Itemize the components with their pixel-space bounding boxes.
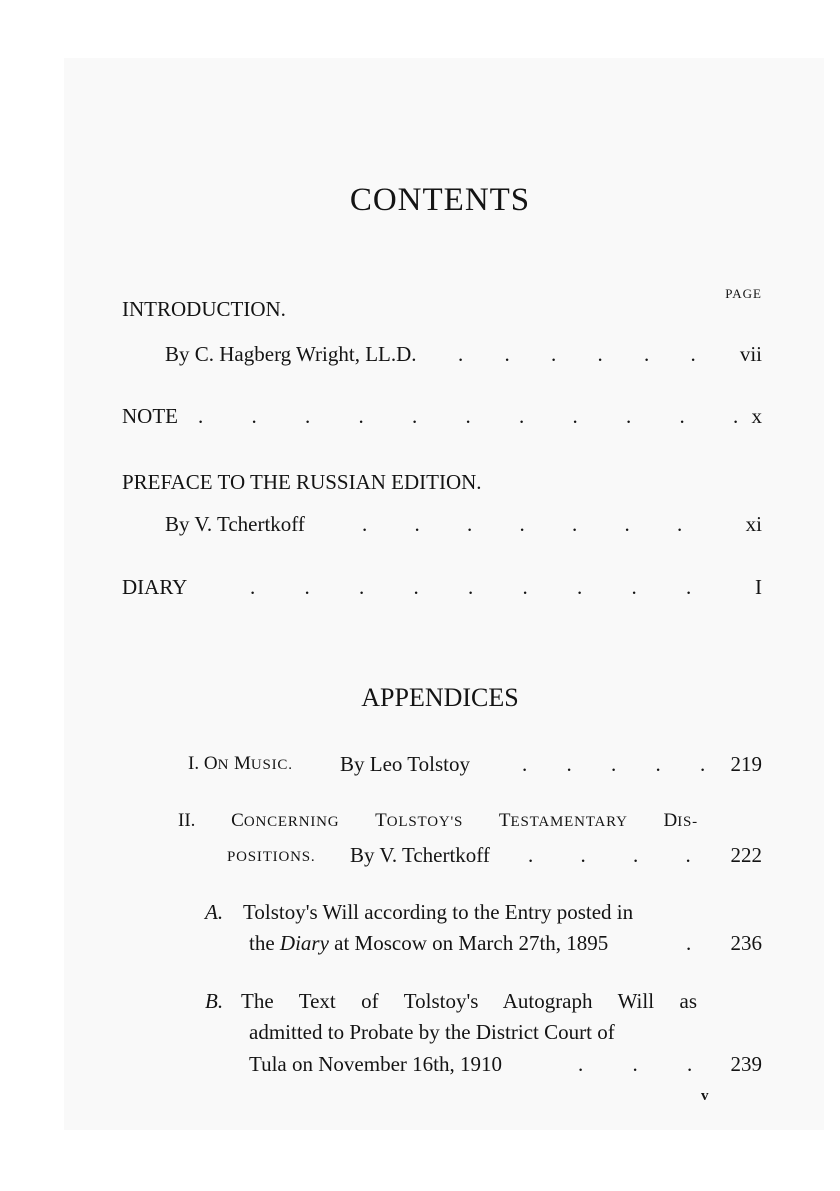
appendix-b-line2: admitted to Probate by the District Court of bbox=[249, 1020, 615, 1044]
dot-leader: . bbox=[686, 931, 692, 955]
appendix-a-line1: Tolstoy's Will according to the Entry posted in bbox=[243, 900, 634, 924]
dot-leader: . . . . . . bbox=[458, 342, 696, 366]
appendix-a-letter: A. bbox=[205, 900, 224, 924]
entry-page-introduction: vii bbox=[739, 342, 762, 366]
entry-page-preface: xi bbox=[745, 512, 762, 536]
appendix-one-author: By Leo Tolstoy bbox=[340, 752, 470, 776]
entry-page-note: x bbox=[751, 404, 762, 428]
appendix-b-letter: B. bbox=[205, 989, 224, 1013]
dot-leader: . . . bbox=[578, 1052, 693, 1076]
appendix-one-page: 219 bbox=[730, 752, 762, 776]
dot-leader: . . . . . bbox=[522, 752, 706, 776]
entry-sub-introduction: By C. Hagberg Wright, LL.D. bbox=[165, 342, 417, 366]
dot-leader: . . . . . . . . . . . bbox=[198, 404, 739, 428]
entry-sub-preface: By V. Tchertkoff bbox=[165, 512, 305, 536]
appendix-b-line1: The Text of Tolstoy's Autograph Will as bbox=[241, 989, 697, 1013]
dot-leader: . . . . . . . . . bbox=[250, 575, 692, 599]
page-folio: v bbox=[701, 1088, 709, 1104]
appendix-b-line3: Tula on November 16th, 1910 bbox=[249, 1052, 502, 1076]
appendix-two-title-line2: POSITIONS. bbox=[227, 849, 316, 865]
entry-heading-note: NOTE bbox=[122, 404, 178, 428]
appendix-two-author: By V. Tchertkoff bbox=[350, 843, 490, 867]
appendix-one-title: I. ON MUSIC. bbox=[188, 753, 293, 774]
appendix-two-title-line1: II. CONCERNING TOLSTOY'S TESTAMENTARY DIS- bbox=[178, 810, 698, 831]
entry-page-diary: I bbox=[755, 575, 762, 599]
entry-heading-preface: PREFACE TO THE RUSSIAN EDITION. bbox=[122, 470, 482, 494]
page-title: CONTENTS bbox=[349, 182, 531, 218]
entry-heading-introduction: INTRODUCTION. bbox=[122, 297, 286, 321]
appendix-two-page: 222 bbox=[730, 843, 762, 867]
dot-leader: . . . . . . . bbox=[362, 512, 683, 536]
appendices-title: APPENDICES bbox=[361, 683, 519, 712]
dot-leader: . . . . bbox=[528, 843, 691, 867]
appendix-a-line2: the Diary at Moscow on March 27th, 1895 bbox=[249, 931, 609, 955]
appendix-b-page: 239 bbox=[730, 1052, 762, 1076]
entry-heading-diary: DIARY bbox=[122, 575, 188, 599]
appendix-a-page: 236 bbox=[730, 931, 762, 955]
page-column-heading: PAGE bbox=[725, 286, 762, 301]
